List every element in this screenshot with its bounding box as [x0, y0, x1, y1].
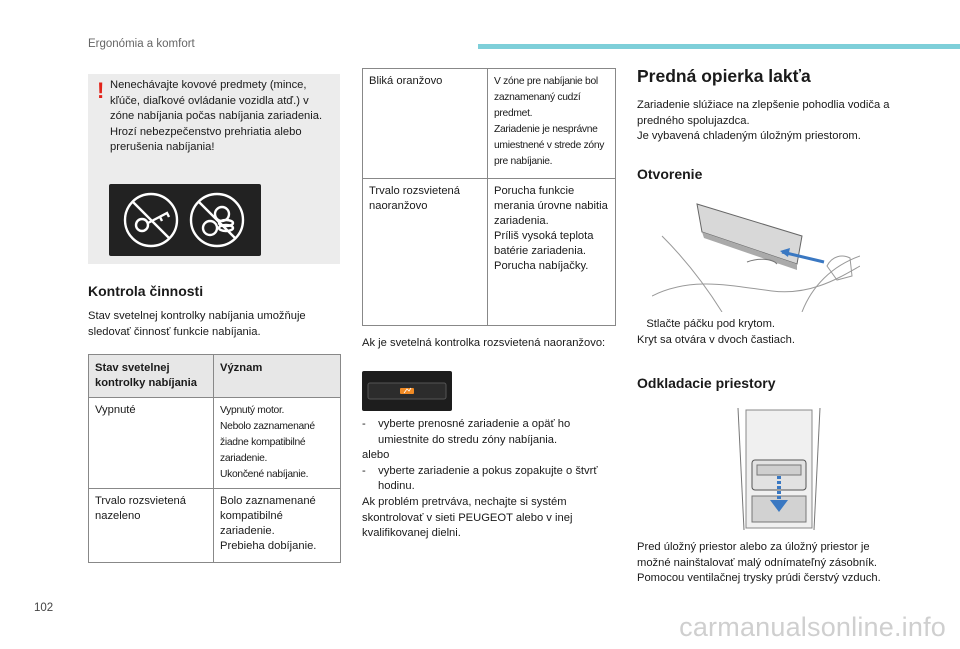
meaning-cell: Porucha funkcie merania úrovne nabitia zariadenia. Príliš vysoká teplota batérie zariadenia. Porucha nabíjačky. [488, 179, 616, 326]
orange-intro: Ak je svetelná kontrolka rozsvietená naoranžovo: [362, 337, 606, 349]
meaning-cell: V zóne pre nabíjanie bol zaznamenaný cudzí predmet. Zariadenie je nesprávne umiestnené v strede zóny pre nabíjanie. [488, 69, 616, 179]
or-label: alebo [362, 449, 390, 462]
status-table-part-2 [362, 68, 616, 326]
kontrola-heading: Kontrola činnosti [88, 283, 204, 299]
odkladacie-text: Pred úložný priestor alebo za úložný priestor je možné nainštalovať malý odnímateľný zásobník. Pomocou ventilačnej trysky prúdi čerstvý vzduch. [637, 541, 881, 585]
armrest-opening-illustration [652, 196, 860, 312]
status-cell: Vypnuté [89, 398, 214, 489]
status-cell: Bliká oranžovo [363, 69, 488, 179]
meaning-cell: Bolo zaznamenané kompatibilné zariadenie. Prebieha dobíjanie. [214, 489, 341, 563]
orange-steps [362, 417, 612, 542]
otvorenie-text [637, 317, 897, 348]
armrest-heading: Predná opierka lakťa [637, 66, 811, 86]
table-row [89, 398, 341, 489]
table-header-meaning: Význam [214, 355, 341, 398]
section-label: Ergonómia a komfort [88, 38, 195, 50]
otvorenie-note: Kryt sa otvára v dvoch častiach. [637, 333, 795, 346]
closing-text: Ak problém pretrváva, nechajte si systém skontrolovať v sieti PEUGEOT alebo v inej kvalifikovanej dielni. [362, 495, 573, 540]
odkladacie-heading: Odkladacie priestory [637, 375, 776, 391]
header-accent-bar [478, 44, 960, 49]
otvorenie-step: Stlačte páčku pod krytom. [646, 318, 776, 330]
no-keys-icon [125, 194, 177, 246]
table-header-status: Stav svetelnej kontrolky nabíjania [89, 355, 214, 398]
table-row [363, 179, 616, 326]
table-row [89, 489, 341, 563]
warning-text: Nenechávajte kovové predmety (mince, kľúče, diaľkové ovládanie vozidla atď.) v zóne nabíjania počas nabíjania zariadenia. Hrozí nebezpečenstvo prehriatia alebo prerušenia nabíjania! [110, 79, 323, 154]
page-number: 102 [34, 602, 54, 614]
storage-compartment-illustration [730, 404, 828, 534]
kontrola-text: Stav svetelnej kontrolky nabíjania umožňuje sledovať činnosť funkcie nabíjania. [88, 310, 306, 338]
charging-led-illustration [362, 371, 452, 411]
no-coins-icon [191, 194, 243, 246]
status-cell: Trvalo rozsvietená naoranžovo [363, 179, 488, 326]
step-1: - vyberte prenosné zariadenie a opäť ho umiestnite do stredu zóny nabíjania. [362, 418, 571, 446]
status-table-part-1 [88, 354, 341, 563]
otvorenie-heading: Otvorenie [637, 166, 703, 182]
step-2: - vyberte zariadenie a pokus zopakujte o štvrť hodinu. [362, 464, 598, 493]
warning-icon: ! [97, 78, 105, 103]
meaning-cell: Vypnutý motor. Nebolo zaznamenané žiadne kompatibilné zariadenie. Ukončené nabíjanie. [214, 398, 341, 489]
armrest-text: Zariadenie slúžiace na zlepšenie pohodlia vodiča a predného spolujazdca. Je vybavená chladeným úložným priestorom. [637, 99, 890, 143]
prohibition-pictogram [109, 184, 261, 256]
status-cell: Trvalo rozsvietená nazeleno [89, 489, 214, 563]
table-row [363, 69, 616, 179]
watermark: carmanualsonline.info [679, 612, 946, 642]
warning-box [88, 74, 340, 264]
